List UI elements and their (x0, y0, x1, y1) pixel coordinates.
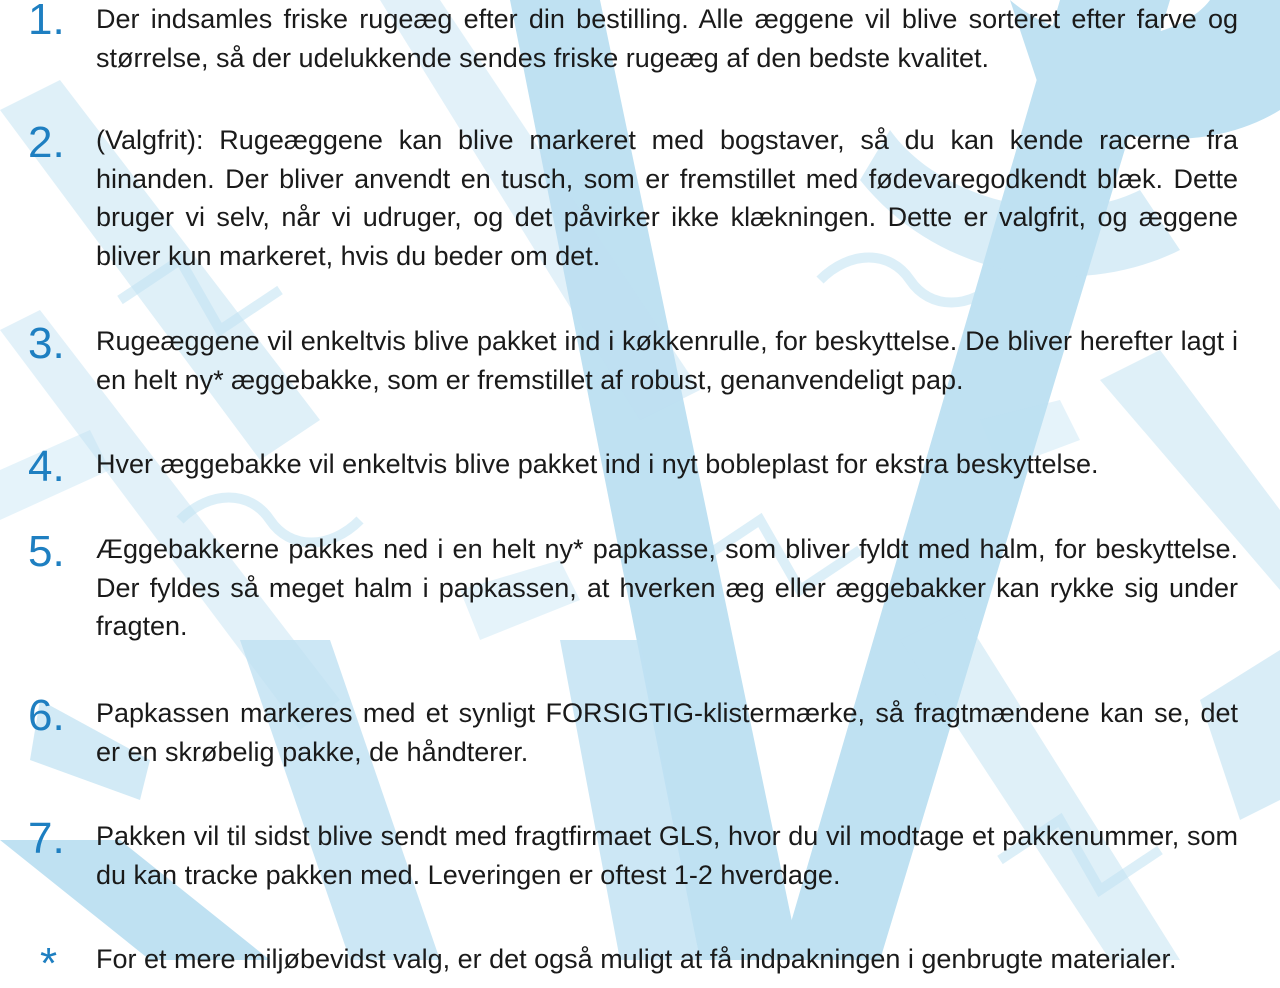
step-number: 3. (28, 319, 65, 368)
step-number: 4. (28, 442, 65, 491)
step-number: 5. (28, 527, 65, 576)
step-number: 6. (28, 691, 65, 740)
step-text: (Valgfrit): Rugeæggene kan blive markeret med bogstaver, så du kan kende racerne fra hinanden. Der bliver anvendt en tusch, som er fremstillet med fødevaregodkendt blæk. Dette bruger vi selv, når vi udruger, og det påvirker ikke klækningen. Dette er valgfrit, og æggene bliver kun markeret, hvis du beder om det. (96, 125, 1238, 271)
step-text: Papkassen markeres med et synligt FORSIGTIG-klistermærke, så fragtmændene kan se, det er en skrøbelig pakke, de håndterer. (96, 698, 1238, 767)
step-text: Der indsamles friske rugeæg efter din bestilling. Alle æggene vil blive sorteret efter farve og størrelse, så der udelukkende sendes friske rugeæg af den bedste kvalitet. (96, 4, 1238, 73)
footnote-asterisk: * (40, 939, 58, 988)
step-number: 1. (28, 0, 65, 44)
step-number: 2. (28, 118, 65, 167)
step-text: Pakken vil til sidst blive sendt med fragtfirmaet GLS, hvor du vil modtage et pakkenummer, som du kan tracke pakken med. Leveringen er oftest 1-2 hverdage. (96, 821, 1238, 890)
step-text: Æggebakkerne pakkes ned i en helt ny* papkasse, som bliver fyldt med halm, for beskyttelse. Der fyldes så meget halm i papkassen, at hverken æg eller æggebakker kan rykke sig under fragten. (96, 534, 1238, 641)
footnote-text: For et mere miljøbevidst valg, er det også muligt at få indpakningen i genbrugte materialer. (96, 944, 1177, 974)
step-number: 7. (28, 814, 65, 863)
step-text: Hver æggebakke vil enkeltvis blive pakket ind i nyt bobleplast for ekstra beskyttelse. (96, 449, 1099, 479)
step-text: Rugeæggene vil enkeltvis blive pakket ind i køkkenrulle, for beskyttelse. De bliver herefter lagt i en helt ny* æggebakke, som er fremstillet af robust, genanvendeligt pap. (96, 326, 1238, 395)
